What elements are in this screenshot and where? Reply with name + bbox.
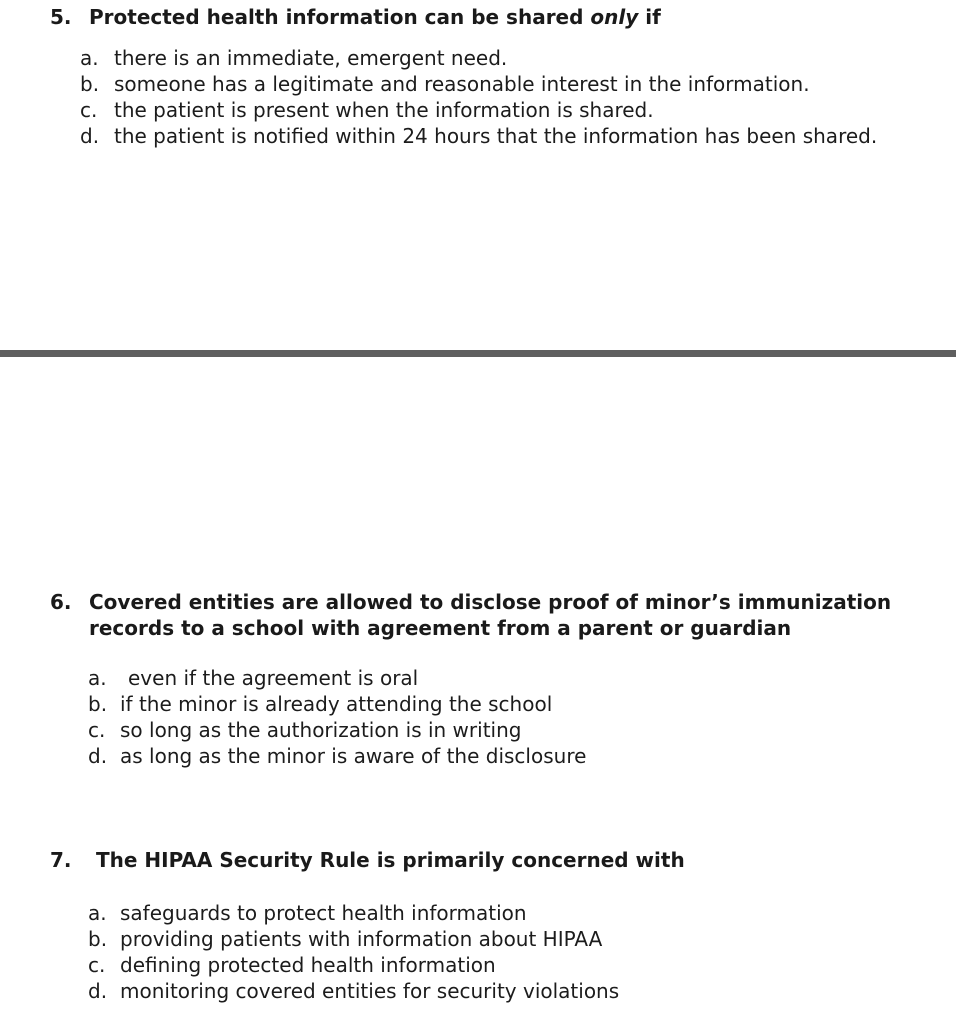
answer-option-d[interactable] <box>88 978 930 1004</box>
option-text: the patient is notified within 24 hours that the information has been shared. <box>114 124 878 148</box>
option-text: even if the agreement is oral <box>128 666 419 690</box>
option-letter: d. <box>80 124 100 148</box>
question-text <box>89 4 930 30</box>
question-6-prompt <box>50 589 930 641</box>
answer-option-b[interactable] <box>88 691 930 717</box>
option-letter: d. <box>88 979 108 1003</box>
option-letter: d. <box>88 744 108 768</box>
option-text: safeguards to protect health information <box>120 901 527 925</box>
option-text: monitoring covered entities for security violations <box>120 979 620 1003</box>
option-letter: a. <box>88 901 107 925</box>
answer-option-a[interactable] <box>88 900 930 926</box>
option-text: if the minor is already attending the school <box>120 692 553 716</box>
answer-options <box>88 900 930 1004</box>
option-text: someone has a legitimate and reasonable interest in the information. <box>114 72 810 96</box>
question-5 <box>50 4 930 149</box>
answer-option-a[interactable] <box>88 665 930 691</box>
answer-option-c[interactable] <box>88 717 930 743</box>
question-6 <box>50 589 930 769</box>
answer-options <box>88 665 930 769</box>
option-letter: c. <box>80 98 98 122</box>
option-letter: c. <box>88 953 106 977</box>
question-5-prompt <box>50 4 930 30</box>
answer-option-d[interactable] <box>80 123 930 149</box>
option-text: defining protected health information <box>120 953 496 977</box>
question-number: 6. <box>50 590 72 614</box>
option-letter: a. <box>88 666 107 690</box>
question-number: 5. <box>50 5 72 29</box>
option-text: the patient is present when the information is shared. <box>114 98 654 122</box>
option-letter: b. <box>80 72 100 96</box>
question-number: 7. <box>50 848 72 872</box>
answer-option-b[interactable] <box>80 71 930 97</box>
option-letter: a. <box>80 46 99 70</box>
question-text: Covered entities are allowed to disclose proof of minor’s immunization records to a school with agreement from a parent or guardian <box>89 590 892 640</box>
question-7 <box>50 847 930 1004</box>
option-text: as long as the minor is aware of the disclosure <box>120 744 587 768</box>
page-divider <box>0 350 956 357</box>
answer-options <box>80 45 930 149</box>
answer-option-b[interactable] <box>88 926 930 952</box>
answer-option-d[interactable] <box>88 743 930 769</box>
answer-option-c[interactable] <box>80 97 930 123</box>
option-text: providing patients with information about HIPAA <box>120 927 603 951</box>
option-letter: b. <box>88 692 108 716</box>
question-7-prompt <box>50 847 930 873</box>
answer-option-c[interactable] <box>88 952 930 978</box>
option-letter: b. <box>88 927 108 951</box>
option-text: there is an immediate, emergent need. <box>114 46 508 70</box>
answer-option-a[interactable] <box>80 45 930 71</box>
question-text-emphasis: only <box>590 5 639 29</box>
question-text-part: Protected health information can be shared <box>89 5 591 29</box>
question-text: The HIPAA Security Rule is primarily concerned with <box>96 848 685 872</box>
question-text-part: if <box>638 5 661 29</box>
option-letter: c. <box>88 718 106 742</box>
option-text: so long as the authorization is in writing <box>120 718 522 742</box>
